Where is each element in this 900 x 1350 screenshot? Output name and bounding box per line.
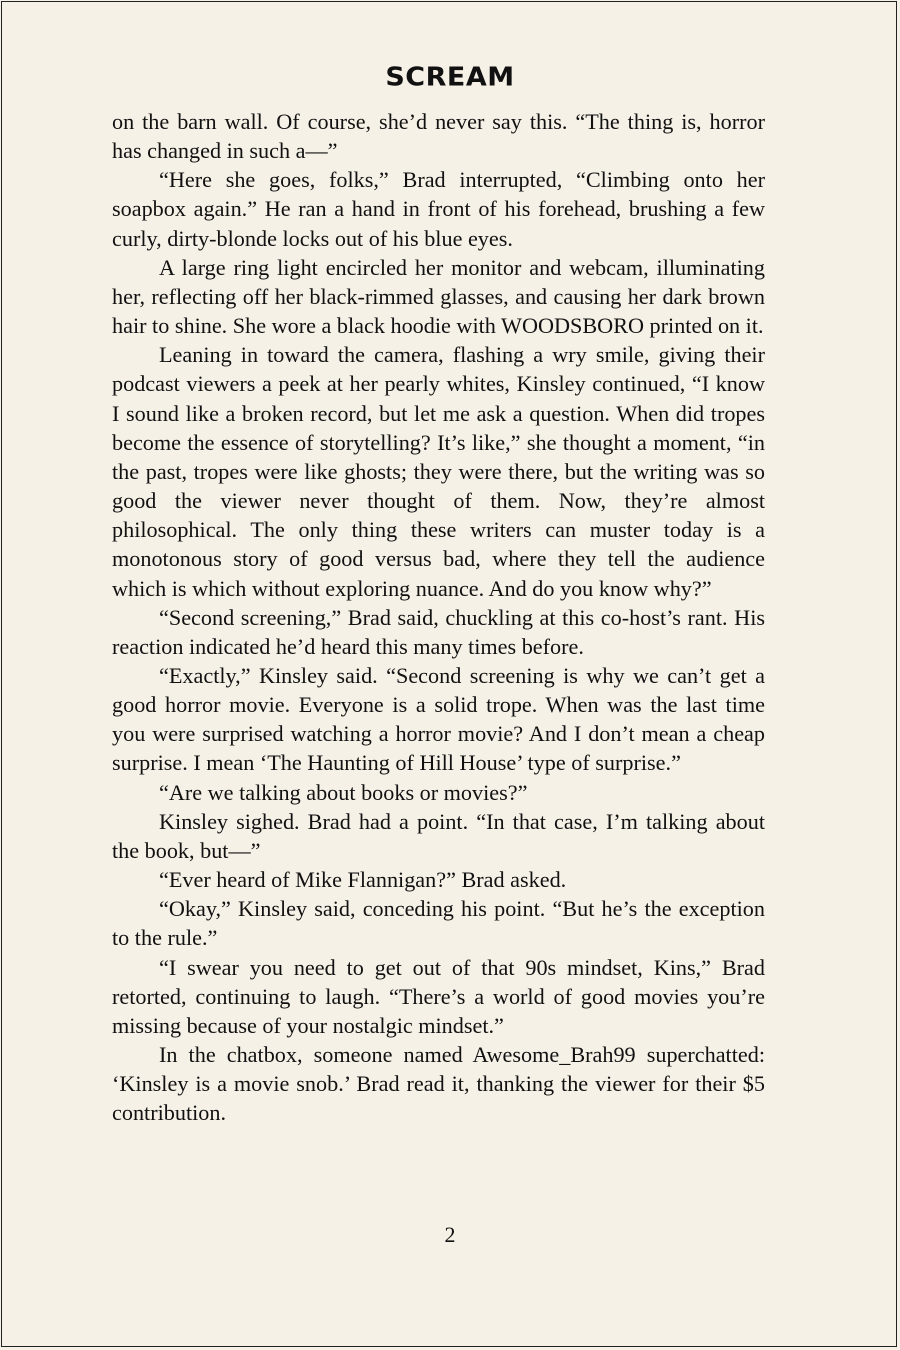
paragraph: “Are we talking about books or movies?” xyxy=(159,779,528,805)
running-head-title: SCREAM xyxy=(385,62,515,93)
paragraph: “Exactly,” Kinsley said. “Second screening is why we can’t get a good horror movie. Everyone is a solid trope. When was the last time you were surprised watching a horror movie? And I don’t mean a cheap surprise. I mean ‘The Haunting of Hill House’ type of surprise.” xyxy=(112,662,765,776)
paragraph: In the chatbox, someone named Awesome_Brah99 superchatted: ‘Kinsley is a movie snob.’ Brad read it, thanking the viewer for their $5 contribution. xyxy=(112,1042,765,1126)
page-number: 2 xyxy=(444,1222,456,1247)
paragraph: “Second screening,” Brad said, chuckling at this co-host’s rant. His reaction indicated he’d heard this many times before. xyxy=(112,604,765,659)
paragraph: Leaning in toward the camera, flashing a wry smile, giving their podcast viewers a peek at her pearly whites, Kinsley continued, “I know I sound like a broken record, but let me ask a question. When did tropes become the essence of storytelling? It’s like,” she thought a moment, “in the past, tropes were like ghosts; they were there, but the writing was so good the viewer never thought of them. Now, they’re almost philosophical. The only thing these writers can muster today is a monotonous story of good versus bad, where they tell the audience which is which without exploring nuance. And do you know why?” xyxy=(112,342,765,601)
paragraph: A large ring light encircled her monitor and webcam, illuminating her, reflecting off her black-rimmed glasses, and causing her dark brown hair to shine. She wore a black hoodie with WOODSBORO printed on it. xyxy=(112,254,765,339)
paragraph: Kinsley sighed. Brad had a point. “In that case, I’m talking about the book, but—” xyxy=(112,808,765,863)
paragraph: “Okay,” Kinsley said, conceding his point. “But he’s the exception to the rule.” xyxy=(112,896,765,951)
paragraph: on the barn wall. Of course, she’d never say this. “The thing is, horror has changed in such a—” xyxy=(112,109,765,164)
paragraph: “Here she goes, folks,” Brad interrupted, “Climbing onto her soapbox again.” He ran a hand in front of his forehead, brushing a few curly, dirty-blonde locks out of his blue eyes. xyxy=(112,167,765,251)
body-text xyxy=(112,107,765,1127)
paragraph: “Ever heard of Mike Flannigan?” Brad asked. xyxy=(159,867,567,893)
paragraph: “I swear you need to get out of that 90s mindset, Kins,” Brad retorted, continuing to laugh. “There’s a world of good movies you’re missing because of your nostalgic mindset.” xyxy=(112,954,765,1038)
